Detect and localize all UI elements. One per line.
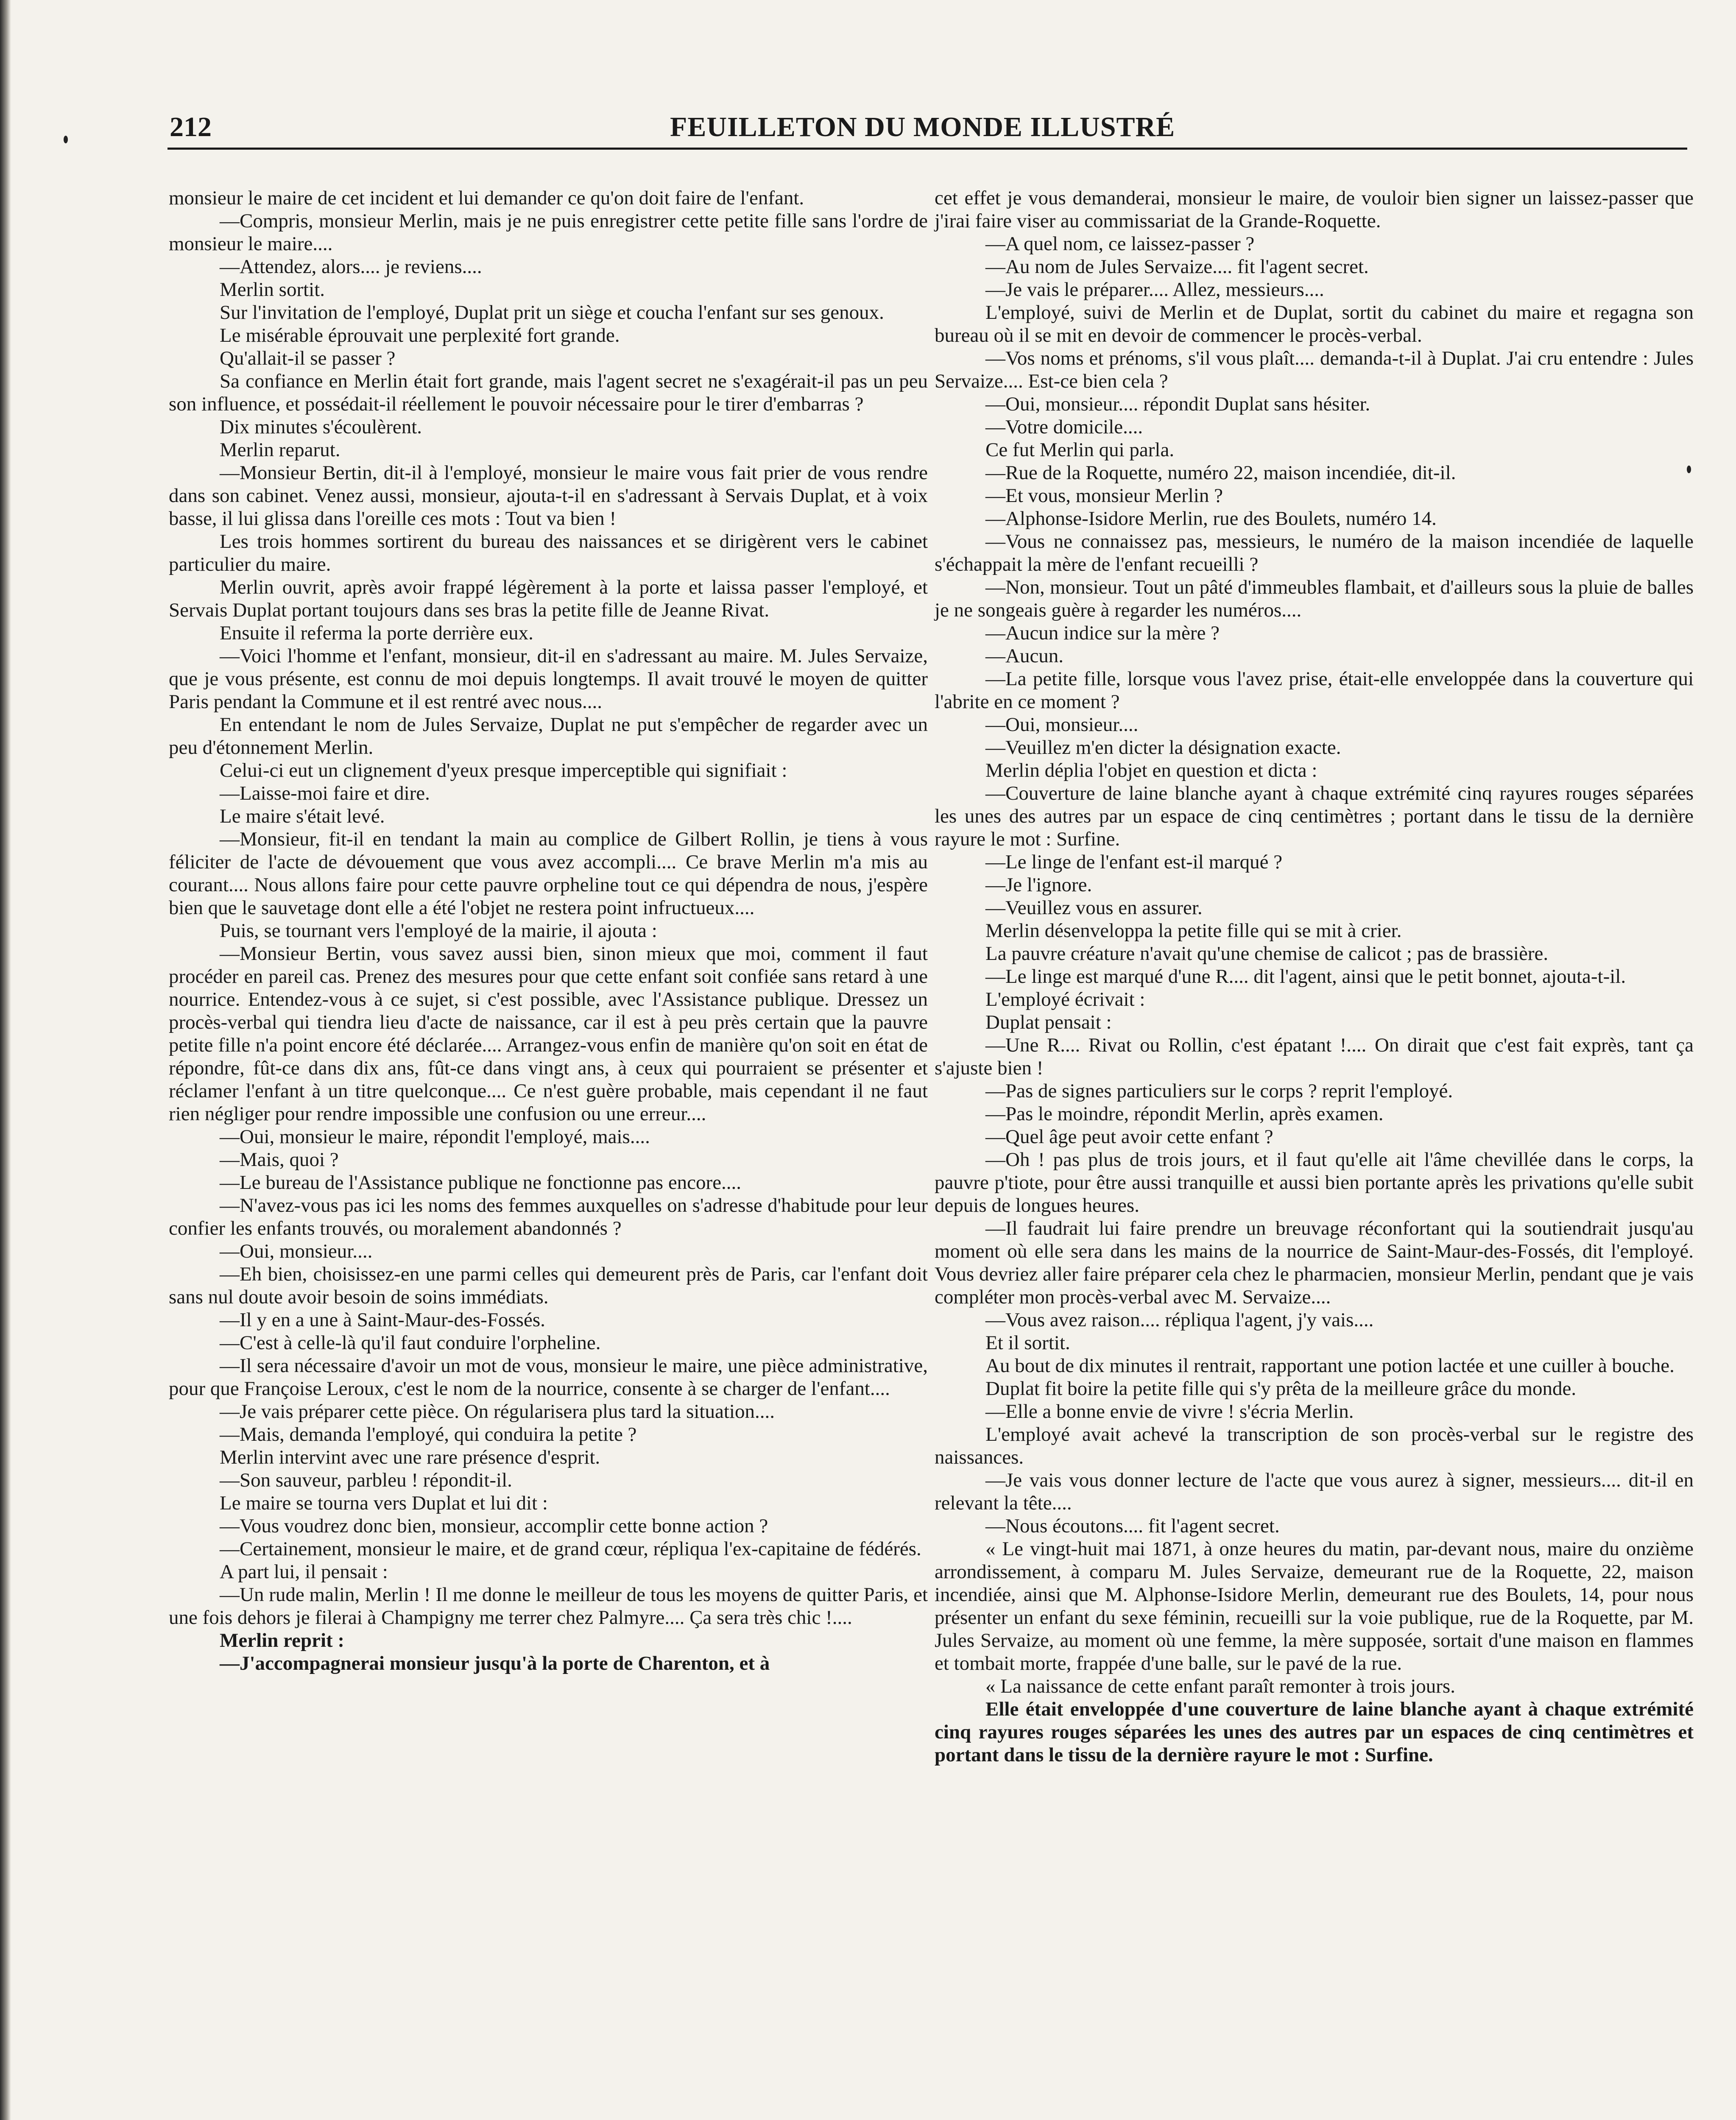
paragraph: —Oui, monsieur.... répondit Duplat sans hésiter. xyxy=(985,393,1370,415)
paragraph: —Voici l'homme et l'enfant, monsieur, dit-il en s'adressant au maire. M. Jules Servaize, que je vous présente, est connu de moi depuis longtemps. Il avait trouvé le moyen de quitter Paris pendant la Commune et il est rentré avec nous.... xyxy=(169,645,928,713)
paragraph: —Compris, monsieur Merlin, mais je ne puis enregistrer cette petite fille sans l'ordre de monsieur le maire.... xyxy=(169,210,928,255)
paragraph: L'employé écrivait : xyxy=(985,988,1145,1010)
paragraph: En entendant le nom de Jules Servaize, Duplat ne put s'empêcher de regarder avec un peu d'étonnement Merlin. xyxy=(169,714,928,759)
paragraph: Le misérable éprouvait une perplexité fort grande. xyxy=(220,324,620,346)
print-speck xyxy=(64,136,68,143)
paragraph: —Le linge de l'enfant est-il marqué ? xyxy=(985,851,1283,873)
paragraph: Merlin sortit. xyxy=(220,279,325,301)
paragraph: Merlin reprit : xyxy=(220,1629,345,1651)
paragraph: —Je vais préparer cette pièce. On régularisera plus tard la situation.... xyxy=(220,1400,775,1423)
paragraph: —Il sera nécessaire d'avoir un mot de vous, monsieur le maire, une pièce administrative, pour que Françoise Leroux, c'est le nom de la nourrice, consente à se charger de l'enfant.... xyxy=(169,1355,928,1400)
paragraph: —Une R.... Rivat ou Rollin, c'est épatant !.... On dirait que c'est fait exprès, tant ça s'ajuste bien ! xyxy=(935,1034,1694,1079)
paragraph: —Le linge est marqué d'une R.... dit l'agent, ainsi que le petit bonnet, ajouta-t-il. xyxy=(985,965,1626,987)
paragraph: Au bout de dix minutes il rentrait, rapportant une potion lactée et une cuiller à bouche. xyxy=(985,1355,1675,1377)
paragraph: Merlin déplia l'objet en question et dicta : xyxy=(985,759,1317,781)
paragraph: cet effet je vous demanderai, monsieur le maire, de vouloir bien signer un laissez-passer que j'irai faire viser au commissariat de la Grande-Roquette. xyxy=(935,187,1694,232)
paragraph: Qu'allait-il se passer ? xyxy=(220,347,396,369)
paragraph: —Aucun indice sur la mère ? xyxy=(985,622,1220,644)
paragraph: —Mais, demanda l'employé, qui conduira la petite ? xyxy=(220,1423,637,1445)
paragraph: « La naissance de cette enfant paraît remonter à trois jours. xyxy=(985,1675,1455,1697)
paragraph: —Je vais le préparer.... Allez, messieurs.... xyxy=(985,279,1324,301)
paragraph: —Veuillez m'en dicter la désignation exacte. xyxy=(985,736,1341,759)
paragraph: Merlin intervint avec une rare présence d'esprit. xyxy=(220,1446,600,1468)
paragraph: —Non, monsieur. Tout un pâté d'immeubles flambait, et d'ailleurs sous la pluie de balles je ne songeais guère à regarder les numéros.... xyxy=(935,576,1694,621)
paragraph: —Elle a bonne envie de vivre ! s'écria Merlin. xyxy=(985,1400,1354,1423)
right-column xyxy=(935,187,1694,1766)
paragraph: L'employé, suivi de Merlin et de Duplat, sortit du cabinet du maire et regagna son bureau où il se mit en devoir de commencer le procès-verbal. xyxy=(935,301,1694,346)
paragraph: —Oui, monsieur.... xyxy=(220,1240,373,1262)
paragraph: A part lui, il pensait : xyxy=(220,1561,388,1583)
paragraph: —Laisse-moi faire et dire. xyxy=(220,782,430,804)
paragraph: —Il y en a une à Saint-Maur-des-Fossés. xyxy=(220,1309,545,1331)
paragraph: —Vous avez raison.... répliqua l'agent, j'y vais.... xyxy=(985,1309,1374,1331)
paragraph: Les trois hommes sortirent du bureau des naissances et se dirigèrent vers le cabinet particulier du maire. xyxy=(169,530,928,575)
paragraph: Elle était enveloppée d'une couverture de laine blanche ayant à chaque extrémité cinq rayures rouges séparées les unes des autres par un espaces de cinq centimètres et portant dans le tissu de la dernière rayure le mot : Surfine. xyxy=(935,1698,1694,1766)
paragraph: —Eh bien, choisissez-en une parmi celles qui demeurent près de Paris, car l'enfant doit sans nul doute avoir besoin de soins immédiats. xyxy=(169,1263,928,1308)
paragraph: —A quel nom, ce laissez-passer ? xyxy=(985,233,1255,255)
paragraph: L'employé avait achevé la transcription de son procès-verbal sur le registre des naissances. xyxy=(935,1423,1694,1468)
paragraph: Ce fut Merlin qui parla. xyxy=(985,439,1175,461)
paragraph: Merlin reparut. xyxy=(220,439,341,461)
paragraph: —Rue de la Roquette, numéro 22, maison incendiée, dit-il. xyxy=(985,462,1456,484)
paragraph: —Oui, monsieur.... xyxy=(985,714,1139,736)
paragraph: La pauvre créature n'avait qu'une chemise de calicot ; pas de brassière. xyxy=(985,943,1549,965)
paragraph: —Vos noms et prénoms, s'il vous plaît.... demanda-t-il à Duplat. J'ai cru entendre : Jules Servaize.... Est-ce bien cela ? xyxy=(935,347,1694,392)
paragraph: —Son sauveur, parbleu ! répondit-il. xyxy=(220,1469,512,1491)
paragraph: —Oh ! pas plus de trois jours, et il faut qu'elle ait l'âme chevillée dans le corps, la pauvre p'tiote, pour être aussi tranquille et aussi bien portante après les privations qu'elle subit depuis de longues heures. xyxy=(935,1149,1694,1216)
left-column xyxy=(169,187,928,1675)
paragraph: —Il faudrait lui faire prendre un breuvage réconfortant qui la soutiendrait jusqu'au moment où elle sera dans les mains de la nourrice de Saint-Maur-des-Fossés, dit l'employé. Vous devriez aller faire préparer cela chez le pharmacien, monsieur Merlin, pendant que je vais compléter mon procès-verbal avec M. Servaize.... xyxy=(935,1217,1694,1308)
paragraph: « Le vingt-huit mai 1871, à onze heures du matin, par-devant nous, maire du onzième arrondissement, à comparu M. Jules Servaize, demeurant rue de la Roquette, 22, maison incendiée, ainsi que M. Alphonse-Isidore Merlin, demeurant rue des Boulets, 14, pour nous présenter un enfant du sexe féminin, recueilli sur la voie publique, rue de la Roquette, par M. Jules Servaize, au moment où une femme, la mère supposée, sortait d'une maison en flammes et tombait morte, frappée d'une balle, sur le pavé de la rue. xyxy=(935,1538,1694,1674)
paragraph: Puis, se tournant vers l'employé de la mairie, il ajouta : xyxy=(220,920,657,942)
paragraph: —Attendez, alors.... je reviens.... xyxy=(220,256,482,278)
paragraph: Le maire se tourna vers Duplat et lui dit : xyxy=(220,1492,548,1514)
paragraph: —Alphonse-Isidore Merlin, rue des Boulets, numéro 14. xyxy=(985,508,1437,530)
paragraph: —Votre domicile.... xyxy=(985,416,1143,438)
paragraph: —Monsieur, fit-il en tendant la main au complice de Gilbert Rollin, je tiens à vous féliciter de l'acte de dévouement que vous avez accompli.... Ce brave Merlin m'a mis au courant.... Nous allons faire pour cette pauvre orpheline tout ce qui dépendra de nous, j'espère bien que le sauvetage dont elle a été l'objet ne restera point infructueux.... xyxy=(169,828,928,919)
paragraph: Merlin ouvrit, après avoir frappé légèrement à la porte et laissa passer l'employé, et Servais Duplat portant toujours dans ses bras la petite fille de Jeanne Rivat. xyxy=(169,576,928,621)
paragraph: Sa confiance en Merlin était fort grande, mais l'agent secret ne s'exagérait-il pas un peu son influence, et possédait-il réellement le pouvoir nécessaire pour le tirer d'embarras ? xyxy=(169,370,928,415)
paragraph: —Certainement, monsieur le maire, et de grand cœur, répliqua l'ex-capitaine de fédérés. xyxy=(220,1538,921,1560)
paragraph: monsieur le maire de cet incident et lui demander ce qu'on doit faire de l'enfant. xyxy=(169,187,804,209)
paragraph: —Un rude malin, Merlin ! Il me donne le meilleur de tous les moyens de quitter Paris, et une fois dehors je filerai à Champigny me terrer chez Palmyre.... Ça sera très chic !.... xyxy=(169,1584,928,1629)
paragraph: —Le bureau de l'Assistance publique ne fonctionne pas encore.... xyxy=(220,1172,742,1194)
paragraph: —C'est à celle-là qu'il faut conduire l'orpheline. xyxy=(220,1332,601,1354)
paragraph: Sur l'invitation de l'employé, Duplat prit un siège et coucha l'enfant sur ses genoux. xyxy=(220,301,884,324)
page-header xyxy=(170,111,1685,153)
paragraph: Ensuite il referma la porte derrière eux. xyxy=(220,622,533,644)
paragraph: —Pas le moindre, répondit Merlin, après examen. xyxy=(985,1103,1384,1125)
paragraph: Merlin désenveloppa la petite fille qui se mit à crier. xyxy=(985,920,1402,942)
paragraph: —Vous voudrez donc bien, monsieur, accomplir cette bonne action ? xyxy=(220,1515,768,1537)
paragraph: Le maire s'était levé. xyxy=(220,805,385,827)
paragraph: —Quel âge peut avoir cette enfant ? xyxy=(985,1126,1273,1148)
paragraph: —Et vous, monsieur Merlin ? xyxy=(985,485,1223,507)
paragraph: —Nous écoutons.... fit l'agent secret. xyxy=(985,1515,1280,1537)
paragraph: —Mais, quoi ? xyxy=(220,1149,339,1171)
page-edge-shadow xyxy=(0,0,11,2120)
paragraph: Duplat fit boire la petite fille qui s'y prêta de la meilleure grâce du monde. xyxy=(985,1378,1577,1400)
paragraph: —Veuillez vous en assurer. xyxy=(985,897,1203,919)
header-rule xyxy=(167,148,1687,150)
paragraph: —J'accompagnerai monsieur jusqu'à la porte de Charenton, et à xyxy=(220,1652,770,1674)
paragraph: Duplat pensait : xyxy=(985,1011,1112,1033)
paragraph: —Au nom de Jules Servaize.... fit l'agent secret. xyxy=(985,256,1369,278)
paragraph: —N'avez-vous pas ici les noms des femmes auxquelles on s'adresse d'habitude pour leur confier les enfants trouvés, ou moralement abandonnés ? xyxy=(169,1194,928,1239)
running-title: FEUILLETON DU MONDE ILLUSTRÉ xyxy=(670,112,1175,142)
paragraph: —Monsieur Bertin, dit-il à l'employé, monsieur le maire vous fait prier de vous rendre dans son cabinet. Venez aussi, monsieur, ajouta-t-il en s'adressant à Servais Duplat, et à voix basse, il lui glissa dans l'oreille ces mots : Tout va bien ! xyxy=(169,462,928,530)
paragraph: —Vous ne connaissez pas, messieurs, le numéro de la maison incendiée de laquelle s'échappait la mère de l'enfant recueilli ? xyxy=(935,530,1694,575)
paragraph: —La petite fille, lorsque vous l'avez prise, était-elle enveloppée dans la couverture qui l'abrite en ce moment ? xyxy=(935,668,1694,713)
paragraph: —Monsieur Bertin, vous savez aussi bien, sinon mieux que moi, comment il faut procéder en pareil cas. Prenez des mesures pour que cette enfant soit confiée sans retard à une nourrice. Entendez-vous à ce sujet, si c'est possible, avec l'Assistance publique. Dressez un procès-verbal qui tiendra lieu d'acte de naissance, car il est à peu près certain que la pauvre petite fille n'a point encore été déclarée.... Arrangez-vous enfin de manière qu'on soit en état de répondre, fût-ce dans dix ans, fût-ce dans vingt ans, à ceux qui pourraient se présenter et réclamer l'enfant à un titre quelconque.... Ce n'est guère probable, mais cependant il ne faut rien négliger pour rendre impossible une confusion ou une erreur.... xyxy=(169,943,928,1125)
paragraph: Et il sortit. xyxy=(985,1332,1070,1354)
paragraph: —Oui, monsieur le maire, répondit l'employé, mais.... xyxy=(220,1126,650,1148)
paragraph: —Je l'ignore. xyxy=(985,874,1092,896)
paragraph: —Aucun. xyxy=(985,645,1064,667)
paragraph: —Couverture de laine blanche ayant à chaque extrémité cinq rayures rouges séparées les unes des autres par un espace de cinq centimètres ; portant dans le tissu de la dernière rayure le mot : Surfine. xyxy=(935,782,1694,850)
page-number: 212 xyxy=(170,112,212,142)
paragraph: Dix minutes s'écoulèrent. xyxy=(220,416,422,438)
paragraph: —Pas de signes particuliers sur le corps ? reprit l'employé. xyxy=(985,1080,1453,1102)
paragraph: Celui-ci eut un clignement d'yeux presque imperceptible qui signifiait : xyxy=(220,759,787,781)
paragraph: —Je vais vous donner lecture de l'acte que vous aurez à signer, messieurs.... dit-il en relevant la tête.... xyxy=(935,1469,1694,1514)
